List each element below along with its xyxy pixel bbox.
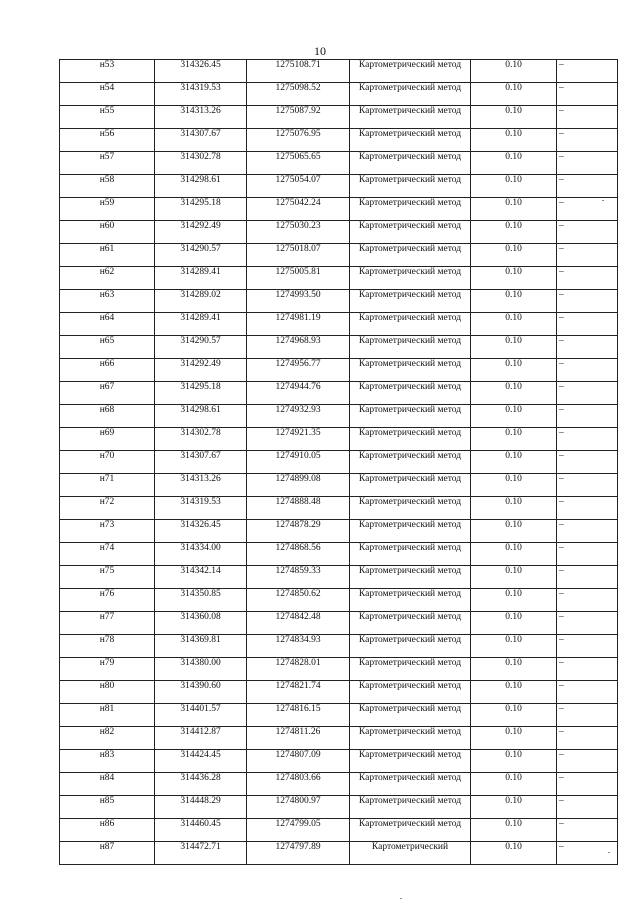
- method-cell: Картометрический метод: [350, 589, 471, 612]
- method-cell: Картометрический метод: [350, 796, 471, 819]
- x-coordinate-cell: 314298.61: [155, 405, 247, 428]
- table-row: [60, 566, 618, 589]
- y-coordinate-cell: 1274932.93: [247, 405, 350, 428]
- error-cell: 0.10: [471, 589, 557, 612]
- x-coordinate-cell: 314290.57: [155, 244, 247, 267]
- point-cell: н55: [60, 106, 155, 129]
- table-row: [60, 60, 618, 83]
- note-cell: –: [557, 359, 618, 382]
- error-cell: 0.10: [471, 474, 557, 497]
- note-cell: –: [557, 796, 618, 819]
- point-cell: н72: [60, 497, 155, 520]
- x-coordinate-cell: 314390.60: [155, 681, 247, 704]
- table-row: [60, 359, 618, 382]
- page-number: 10: [314, 44, 326, 58]
- table-row: [60, 658, 618, 681]
- method-cell: Картометрический метод: [350, 704, 471, 727]
- method-cell: Картометрический метод: [350, 658, 471, 681]
- x-coordinate-cell: 314298.61: [155, 175, 247, 198]
- y-coordinate-cell: 1275065.65: [247, 152, 350, 175]
- note-cell: –: [557, 428, 618, 451]
- x-coordinate-cell: 314307.67: [155, 129, 247, 152]
- error-cell: 0.10: [471, 382, 557, 405]
- table-row: [60, 589, 618, 612]
- x-coordinate-cell: 314292.49: [155, 359, 247, 382]
- method-cell: Картометрический метод: [350, 612, 471, 635]
- y-coordinate-cell: 1274803.66: [247, 773, 350, 796]
- error-cell: 0.10: [471, 727, 557, 750]
- error-cell: 0.10: [471, 313, 557, 336]
- note-cell: –: [557, 497, 618, 520]
- x-coordinate-cell: 314424.45: [155, 750, 247, 773]
- table-row: [60, 198, 618, 221]
- error-cell: 0.10: [471, 428, 557, 451]
- point-cell: н68: [60, 405, 155, 428]
- point-cell: н75: [60, 566, 155, 589]
- note-cell: –: [557, 336, 618, 359]
- y-coordinate-cell: 1274910.05: [247, 451, 350, 474]
- table-row: [60, 221, 618, 244]
- note-cell: –: [557, 198, 618, 221]
- y-coordinate-cell: 1275054.07: [247, 175, 350, 198]
- x-coordinate-cell: 314326.45: [155, 520, 247, 543]
- note-cell: –: [557, 405, 618, 428]
- method-cell: Картометрический метод: [350, 290, 471, 313]
- y-coordinate-cell: 1274821.74: [247, 681, 350, 704]
- y-coordinate-cell: 1274797.89: [247, 842, 350, 865]
- point-cell: н81: [60, 704, 155, 727]
- point-cell: н87: [60, 842, 155, 865]
- table-row: [60, 267, 618, 290]
- point-cell: н76: [60, 589, 155, 612]
- table-row: [60, 612, 618, 635]
- table-row: [60, 497, 618, 520]
- note-cell: –: [557, 313, 618, 336]
- x-coordinate-cell: 314289.41: [155, 313, 247, 336]
- note-cell: –: [557, 290, 618, 313]
- y-coordinate-cell: 1274799.05: [247, 819, 350, 842]
- point-cell: н61: [60, 244, 155, 267]
- y-coordinate-cell: 1274807.09: [247, 750, 350, 773]
- error-cell: 0.10: [471, 198, 557, 221]
- table-row: [60, 405, 618, 428]
- point-cell: н67: [60, 382, 155, 405]
- x-coordinate-cell: 314289.41: [155, 267, 247, 290]
- y-coordinate-cell: 1274993.50: [247, 290, 350, 313]
- error-cell: 0.10: [471, 566, 557, 589]
- note-cell: –: [557, 612, 618, 635]
- error-cell: 0.10: [471, 267, 557, 290]
- y-coordinate-cell: 1275042.24: [247, 198, 350, 221]
- y-coordinate-cell: 1275108.71: [247, 60, 350, 83]
- method-cell: Картометрический метод: [350, 451, 471, 474]
- note-cell: –: [557, 566, 618, 589]
- y-coordinate-cell: 1274981.19: [247, 313, 350, 336]
- point-cell: н78: [60, 635, 155, 658]
- method-cell: Картометрический метод: [350, 635, 471, 658]
- note-cell: –: [557, 451, 618, 474]
- method-cell: Картометрический метод: [350, 566, 471, 589]
- table-row: [60, 474, 618, 497]
- error-cell: 0.10: [471, 750, 557, 773]
- y-coordinate-cell: 1274811.26: [247, 727, 350, 750]
- y-coordinate-cell: 1274968.93: [247, 336, 350, 359]
- table-row: [60, 313, 618, 336]
- x-coordinate-cell: 314472.71: [155, 842, 247, 865]
- point-cell: н77: [60, 612, 155, 635]
- x-coordinate-cell: 314350.85: [155, 589, 247, 612]
- method-cell: Картометрический метод: [350, 474, 471, 497]
- error-cell: 0.10: [471, 175, 557, 198]
- point-cell: н58: [60, 175, 155, 198]
- error-cell: 0.10: [471, 704, 557, 727]
- y-coordinate-cell: 1274800.97: [247, 796, 350, 819]
- method-cell: Картометрический метод: [350, 313, 471, 336]
- note-cell: –: [557, 221, 618, 244]
- note-cell: –: [557, 474, 618, 497]
- method-cell: Картометрический метод: [350, 83, 471, 106]
- table-row: [60, 428, 618, 451]
- note-cell: –: [557, 129, 618, 152]
- method-cell: Картометрический метод: [350, 106, 471, 129]
- method-cell: Картометрический метод: [350, 819, 471, 842]
- note-cell: –: [557, 704, 618, 727]
- y-coordinate-cell: 1274828.01: [247, 658, 350, 681]
- x-coordinate-cell: 314448.29: [155, 796, 247, 819]
- note-cell: –: [557, 520, 618, 543]
- method-cell: Картометрический метод: [350, 267, 471, 290]
- method-cell: Картометрический метод: [350, 750, 471, 773]
- method-cell: Картометрический метод: [350, 60, 471, 83]
- error-cell: 0.10: [471, 106, 557, 129]
- note-cell: –: [557, 244, 618, 267]
- point-cell: н63: [60, 290, 155, 313]
- error-cell: 0.10: [471, 60, 557, 83]
- x-coordinate-cell: 314302.78: [155, 428, 247, 451]
- method-cell: Картометрический метод: [350, 221, 471, 244]
- point-cell: н60: [60, 221, 155, 244]
- table-row: [60, 83, 618, 106]
- y-coordinate-cell: 1274944.76: [247, 382, 350, 405]
- method-cell: Картометрический: [350, 842, 471, 865]
- x-coordinate-cell: 314313.26: [155, 474, 247, 497]
- point-cell: н82: [60, 727, 155, 750]
- x-coordinate-cell: 314342.14: [155, 566, 247, 589]
- y-coordinate-cell: 1274899.08: [247, 474, 350, 497]
- error-cell: 0.10: [471, 359, 557, 382]
- note-cell: –: [557, 83, 618, 106]
- coordinates-table: [59, 59, 618, 865]
- x-coordinate-cell: 314319.53: [155, 497, 247, 520]
- table-row: [60, 106, 618, 129]
- y-coordinate-cell: 1274859.33: [247, 566, 350, 589]
- y-coordinate-cell: 1274921.35: [247, 428, 350, 451]
- table-row: [60, 796, 618, 819]
- x-coordinate-cell: 314412.87: [155, 727, 247, 750]
- note-cell: –: [557, 773, 618, 796]
- point-cell: н65: [60, 336, 155, 359]
- note-cell: –: [557, 267, 618, 290]
- error-cell: 0.10: [471, 451, 557, 474]
- table-row: [60, 842, 618, 865]
- method-cell: Картометрический метод: [350, 773, 471, 796]
- scan-speck: [602, 200, 604, 201]
- x-coordinate-cell: 314289.02: [155, 290, 247, 313]
- x-coordinate-cell: 314307.67: [155, 451, 247, 474]
- y-coordinate-cell: 1274842.48: [247, 612, 350, 635]
- note-cell: –: [557, 175, 618, 198]
- point-cell: н84: [60, 773, 155, 796]
- method-cell: Картометрический метод: [350, 497, 471, 520]
- method-cell: Картометрический метод: [350, 428, 471, 451]
- point-cell: н83: [60, 750, 155, 773]
- method-cell: Картометрический метод: [350, 129, 471, 152]
- x-coordinate-cell: 314401.57: [155, 704, 247, 727]
- method-cell: Картометрический метод: [350, 681, 471, 704]
- x-coordinate-cell: 314460.45: [155, 819, 247, 842]
- x-coordinate-cell: 314290.57: [155, 336, 247, 359]
- note-cell: –: [557, 842, 618, 865]
- x-coordinate-cell: 314313.26: [155, 106, 247, 129]
- point-cell: н74: [60, 543, 155, 566]
- method-cell: Картометрический метод: [350, 198, 471, 221]
- point-cell: н80: [60, 681, 155, 704]
- error-cell: 0.10: [471, 290, 557, 313]
- point-cell: н71: [60, 474, 155, 497]
- method-cell: Картометрический метод: [350, 382, 471, 405]
- y-coordinate-cell: 1275098.52: [247, 83, 350, 106]
- error-cell: 0.10: [471, 635, 557, 658]
- error-cell: 0.10: [471, 497, 557, 520]
- method-cell: Картометрический метод: [350, 336, 471, 359]
- error-cell: 0.10: [471, 773, 557, 796]
- error-cell: 0.10: [471, 658, 557, 681]
- x-coordinate-cell: 314360.08: [155, 612, 247, 635]
- method-cell: Картометрический метод: [350, 359, 471, 382]
- y-coordinate-cell: 1275018.07: [247, 244, 350, 267]
- note-cell: –: [557, 635, 618, 658]
- table-row: [60, 727, 618, 750]
- x-coordinate-cell: 314436.28: [155, 773, 247, 796]
- y-coordinate-cell: 1274878.29: [247, 520, 350, 543]
- y-coordinate-cell: 1274850.62: [247, 589, 350, 612]
- error-cell: 0.10: [471, 543, 557, 566]
- table-row: [60, 244, 618, 267]
- error-cell: 0.10: [471, 152, 557, 175]
- table-row: [60, 520, 618, 543]
- error-cell: 0.10: [471, 612, 557, 635]
- table-row: [60, 635, 618, 658]
- error-cell: 0.10: [471, 129, 557, 152]
- table-body: [60, 60, 618, 865]
- y-coordinate-cell: 1274956.77: [247, 359, 350, 382]
- table-row: [60, 750, 618, 773]
- table-row: [60, 543, 618, 566]
- scan-speck: [608, 852, 610, 853]
- y-coordinate-cell: 1274834.93: [247, 635, 350, 658]
- x-coordinate-cell: 314319.53: [155, 83, 247, 106]
- table-row: [60, 129, 618, 152]
- point-cell: н66: [60, 359, 155, 382]
- error-cell: 0.10: [471, 221, 557, 244]
- table-row: [60, 290, 618, 313]
- y-coordinate-cell: 1275076.95: [247, 129, 350, 152]
- note-cell: –: [557, 60, 618, 83]
- error-cell: 0.10: [471, 681, 557, 704]
- point-cell: н59: [60, 198, 155, 221]
- y-coordinate-cell: 1274868.56: [247, 543, 350, 566]
- y-coordinate-cell: 1275030.23: [247, 221, 350, 244]
- table-row: [60, 382, 618, 405]
- y-coordinate-cell: 1275087.92: [247, 106, 350, 129]
- note-cell: –: [557, 819, 618, 842]
- note-cell: –: [557, 589, 618, 612]
- note-cell: –: [557, 681, 618, 704]
- table-row: [60, 451, 618, 474]
- point-cell: н62: [60, 267, 155, 290]
- scan-speck: [400, 898, 402, 899]
- table-row: [60, 175, 618, 198]
- point-cell: н85: [60, 796, 155, 819]
- table-row: [60, 152, 618, 175]
- table-row: [60, 336, 618, 359]
- y-coordinate-cell: 1274888.48: [247, 497, 350, 520]
- method-cell: Картометрический метод: [350, 727, 471, 750]
- x-coordinate-cell: 314295.18: [155, 382, 247, 405]
- method-cell: Картометрический метод: [350, 152, 471, 175]
- y-coordinate-cell: 1274816.15: [247, 704, 350, 727]
- method-cell: Картометрический метод: [350, 244, 471, 267]
- note-cell: –: [557, 106, 618, 129]
- x-coordinate-cell: 314292.49: [155, 221, 247, 244]
- x-coordinate-cell: 314334.00: [155, 543, 247, 566]
- error-cell: 0.10: [471, 796, 557, 819]
- point-cell: н73: [60, 520, 155, 543]
- y-coordinate-cell: 1275005.81: [247, 267, 350, 290]
- table-row: [60, 681, 618, 704]
- error-cell: 0.10: [471, 819, 557, 842]
- x-coordinate-cell: 314302.78: [155, 152, 247, 175]
- method-cell: Картометрический метод: [350, 543, 471, 566]
- note-cell: –: [557, 152, 618, 175]
- x-coordinate-cell: 314295.18: [155, 198, 247, 221]
- method-cell: Картометрический метод: [350, 405, 471, 428]
- x-coordinate-cell: 314380.00: [155, 658, 247, 681]
- point-cell: н53: [60, 60, 155, 83]
- note-cell: –: [557, 658, 618, 681]
- error-cell: 0.10: [471, 842, 557, 865]
- x-coordinate-cell: 314369.81: [155, 635, 247, 658]
- method-cell: Картометрический метод: [350, 175, 471, 198]
- point-cell: н69: [60, 428, 155, 451]
- point-cell: н86: [60, 819, 155, 842]
- point-cell: н79: [60, 658, 155, 681]
- note-cell: –: [557, 750, 618, 773]
- error-cell: 0.10: [471, 244, 557, 267]
- point-cell: н57: [60, 152, 155, 175]
- point-cell: н54: [60, 83, 155, 106]
- point-cell: н64: [60, 313, 155, 336]
- point-cell: н56: [60, 129, 155, 152]
- note-cell: –: [557, 543, 618, 566]
- error-cell: 0.10: [471, 83, 557, 106]
- error-cell: 0.10: [471, 520, 557, 543]
- point-cell: н70: [60, 451, 155, 474]
- method-cell: Картометрический метод: [350, 520, 471, 543]
- note-cell: –: [557, 727, 618, 750]
- note-cell: –: [557, 382, 618, 405]
- table-row: [60, 704, 618, 727]
- error-cell: 0.10: [471, 336, 557, 359]
- table-row: [60, 773, 618, 796]
- table-row: [60, 819, 618, 842]
- x-coordinate-cell: 314326.45: [155, 60, 247, 83]
- error-cell: 0.10: [471, 405, 557, 428]
